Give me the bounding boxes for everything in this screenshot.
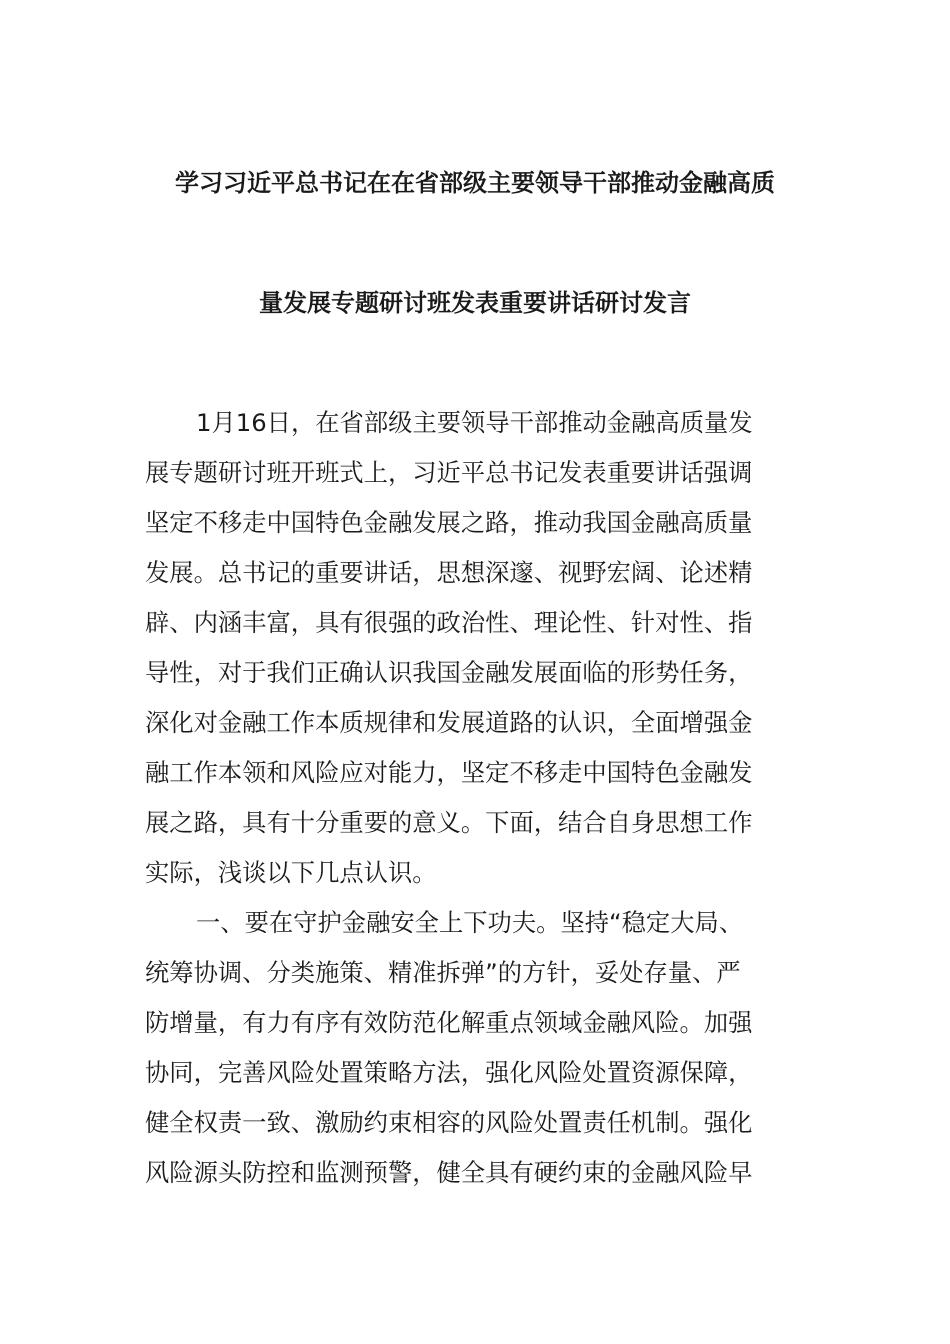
paragraph-line: 发展。总书记的重要讲话，思想深邃、视野宏阔、论述精 — [145, 558, 753, 587]
paragraph-line: 展专题研讨班开班式上，习近平总书记发表重要讲话强调 — [145, 458, 753, 487]
paragraph-line: 实际，浅谈以下几点认识。 — [145, 858, 437, 887]
paragraph-line: 坚定不移走中国特色金融发展之路，推动我国金融高质量 — [145, 508, 753, 537]
paragraph-line: 展之路，具有十分重要的意义。下面，结合自身思想工作 — [145, 808, 753, 837]
document-title-line-2: 量发展专题研讨班发表重要讲话研讨发言 — [259, 289, 691, 317]
paragraph-line: 融工作本领和风险应对能力，坚定不移走中国特色金融发 — [145, 758, 753, 787]
document-body — [145, 398, 807, 1198]
paragraph-2 — [145, 898, 807, 1198]
paragraph-line: 风险源头防控和监测预警，健全具有硬约束的金融风险早 — [145, 1158, 753, 1187]
paragraph-line: 导性，对于我们正确认识我国金融发展面临的形势任务， — [145, 658, 753, 687]
paragraph-line: 深化对金融工作本质规律和发展道路的认识，全面增强金 — [145, 708, 753, 737]
paragraph-line: 协同，完善风险处置策略方法，强化风险处置资源保障， — [145, 1058, 753, 1087]
document-title-line-1: 学习习近平总书记在在省部级主要领导干部推动金融高质 — [175, 169, 775, 197]
paragraph-line: 1月16日，在省部级主要领导干部推动金融高质量发 — [196, 408, 753, 437]
paragraph-line: 一、要在守护金融安全上下功夫。坚持“稳定大局、 — [196, 908, 744, 937]
paragraph-line: 统筹协调、分类施策、精准拆弹”的方针，妥处存量、严 — [145, 958, 741, 987]
paragraph-1 — [145, 398, 807, 898]
paragraph-line: 防增量，有力有序有效防范化解重点领域金融风险。加强 — [145, 1008, 753, 1037]
paragraph-line: 健全权责一致、激励约束相容的风险处置责任机制。强化 — [145, 1108, 753, 1137]
paragraph-line: 辟、内涵丰富，具有很强的政治性、理论性、针对性、指 — [145, 608, 753, 637]
